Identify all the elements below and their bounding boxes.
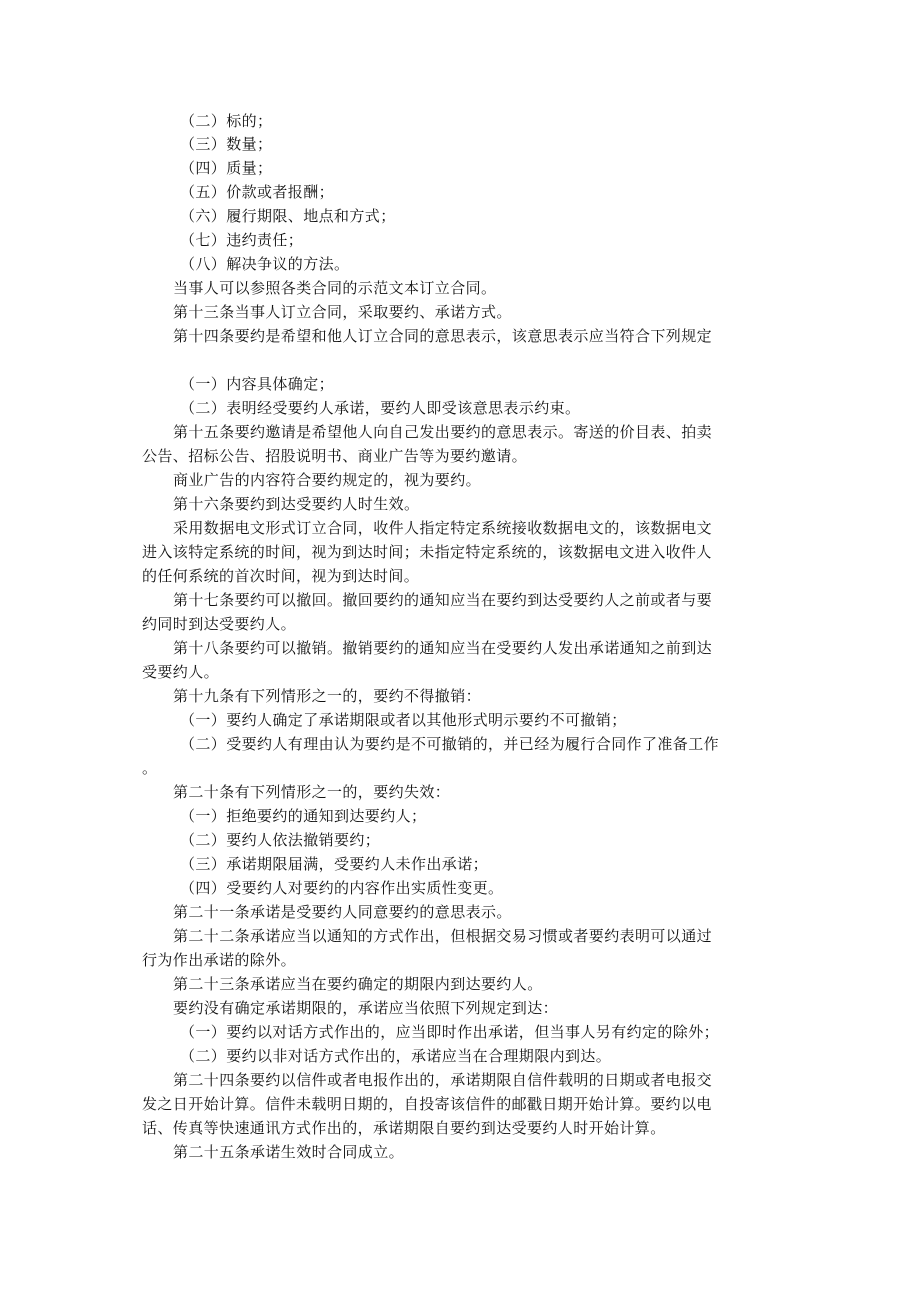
text-line: （七）违约责任； [180,231,304,249]
text-line: （四）质量； [180,159,273,177]
text-line: 第二十二条承诺应当以通知的方式作出，但根据交易习惯或者要约表明可以通过 [173,927,713,945]
text-line: （一）要约人确定了承诺期限或者以其他形式明示要约不可撤销； [180,711,627,729]
text-line: 第二十五条承诺生效时合同成立。 [173,1143,405,1161]
text-line: 第十五条要约邀请是希望他人向自己发出要约的意思表示。寄送的价目表、拍卖 [173,423,713,441]
text-line: （二）受要约人有理由认为要约是不可撤销的，并已经为履行合同作了准备工作 [180,735,720,753]
text-line: （一）拒绝要约的通知到达要约人； [180,807,427,825]
text-line: （三）承诺期限届满，受要约人未作出承诺； [180,855,489,873]
text-line: （二）要约人依法撤销要约； [180,831,381,849]
text-line: 第二十一条承诺是受要约人同意要约的意思表示。 [173,903,512,921]
text-line: （一）内容具体确定； [180,375,335,393]
text-line: 第二十条有下列情形之一的，要约失效： [173,783,451,801]
text-line: （六）履行期限、地点和方式； [180,207,396,225]
text-line: 第二十四条要约以信件或者电报作出的，承诺期限自信件载明的日期或者电报交 [173,1071,713,1089]
text-line: 行为作出承诺的除外。 [142,951,297,969]
text-line: 第十三条当事人订立合同，采取要约、承诺方式。 [173,303,512,321]
text-line: （二）标的； [180,112,273,130]
text-line: 第二十三条承诺应当在要约确定的期限内到达要约人。 [173,975,543,993]
text-line: 的任何系统的首次时间，视为到达时间。 [142,567,420,585]
text-line: 发之日开始计算。信件未载明日期的，自投寄该信件的邮戳日期开始计算。要约以电 [142,1095,712,1113]
text-line: （二）表明经受要约人承诺，要约人即受该意思表示约束。 [180,399,581,417]
text-line: 公告、招标公告、招股说明书、商业广告等为要约邀请。 [142,447,528,465]
text-line: 第十九条有下列情形之一的，要约不得撤销： [173,687,482,705]
text-line: 第十四条要约是希望和他人订立合同的意思表示，该意思表示应当符合下列规定 [173,327,713,345]
text-line: 第十八条要约可以撤销。撤销要约的通知应当在受要约人发出承诺通知之前到达 [173,639,713,657]
text-line: （五）价款或者报酬； [180,183,335,201]
text-line: 受要约人。 [142,663,220,681]
text-line: 约同时到达受要约人。 [142,615,297,633]
text-line: （一）要约以对话方式作出的，应当即时作出承诺，但当事人另有约定的除外； [180,1023,720,1041]
text-line: 第十七条要约可以撤回。撤回要约的通知应当在要约到达受要约人之前或者与要 [173,591,713,609]
text-line: （二）要约以非对话方式作出的，承诺应当在合理期限内到达。 [180,1047,612,1065]
text-line: （四）受要约人对要约的内容作出实质性变更。 [180,879,504,897]
text-line: 进入该特定系统的时间，视为到达时间；未指定特定系统的，该数据电文进入收件人 [142,543,712,561]
text-line: 。 [142,759,158,777]
text-line: 话、传真等快速通讯方式作出的，承诺期限自要约到达受要约人时开始计算。 [142,1119,666,1137]
text-line: 当事人可以参照各类合同的示范文本订立合同。 [173,279,497,297]
text-line: 要约没有确定承诺期限的，承诺应当依照下列规定到达： [173,999,559,1017]
text-line: 采用数据电文形式订立合同，收件人指定特定系统接收数据电文的，该数据电文 [173,519,713,537]
text-line: 商业广告的内容符合要约规定的，视为要约。 [173,471,482,489]
text-line: （八）解决争议的方法。 [180,255,350,273]
text-line: 第十六条要约到达受要约人时生效。 [173,495,420,513]
text-line: （三）数量； [180,135,273,153]
